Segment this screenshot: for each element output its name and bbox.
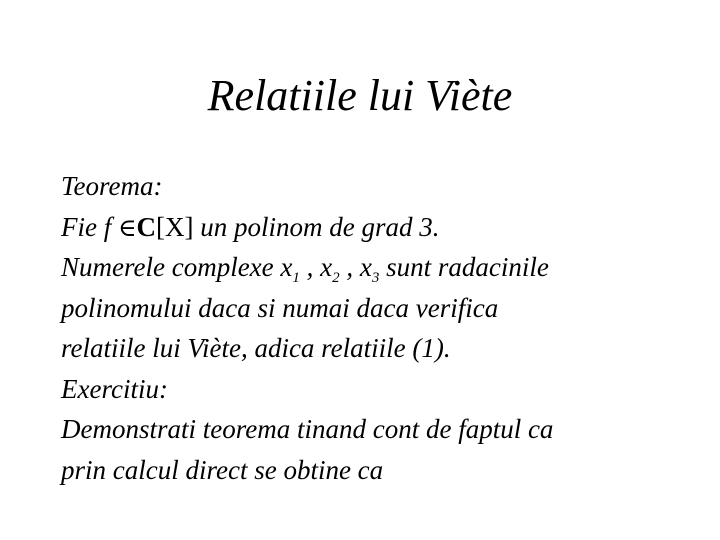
slide-title: Relatiile lui Viète <box>207 71 513 120</box>
condition-line: polinomului daca si numai daca verifica <box>61 292 499 323</box>
statement-suffix: un polinom de grad 3. <box>193 211 440 242</box>
subscript-2: 2 <box>332 270 340 286</box>
subscript-1: 1 <box>292 270 300 286</box>
element-of-symbol: ∈ <box>117 214 137 242</box>
bracket-open: [ <box>156 211 165 242</box>
variable-x: X <box>165 211 185 242</box>
exercise-heading: Exercitiu: <box>61 373 168 404</box>
roots-separator-1: , x <box>299 252 333 282</box>
slide-body <box>61 166 711 490</box>
statement-prefix: Fie f <box>61 211 118 242</box>
polynomial-statement <box>61 207 711 248</box>
exercise-text-line-1: Demonstrati teorema tinand cont de faptul ca <box>61 414 554 444</box>
roots-prefix: Numerele complexe x <box>61 252 293 282</box>
bracket-close: ] <box>184 211 194 242</box>
exercise-text-line-2: prin calcul direct se obtine ca <box>61 454 384 485</box>
roots-separator-2: , x <box>339 252 372 282</box>
theorem-heading: Teorema: <box>61 171 163 201</box>
viete-relations-line: relatiile lui Viète, adica relatiile (1). <box>61 333 451 363</box>
roots-suffix: sunt radacinile <box>379 252 549 282</box>
roots-statement <box>61 247 711 288</box>
subscript-3: 3 <box>371 270 380 286</box>
complex-field-symbol: C <box>136 211 156 242</box>
